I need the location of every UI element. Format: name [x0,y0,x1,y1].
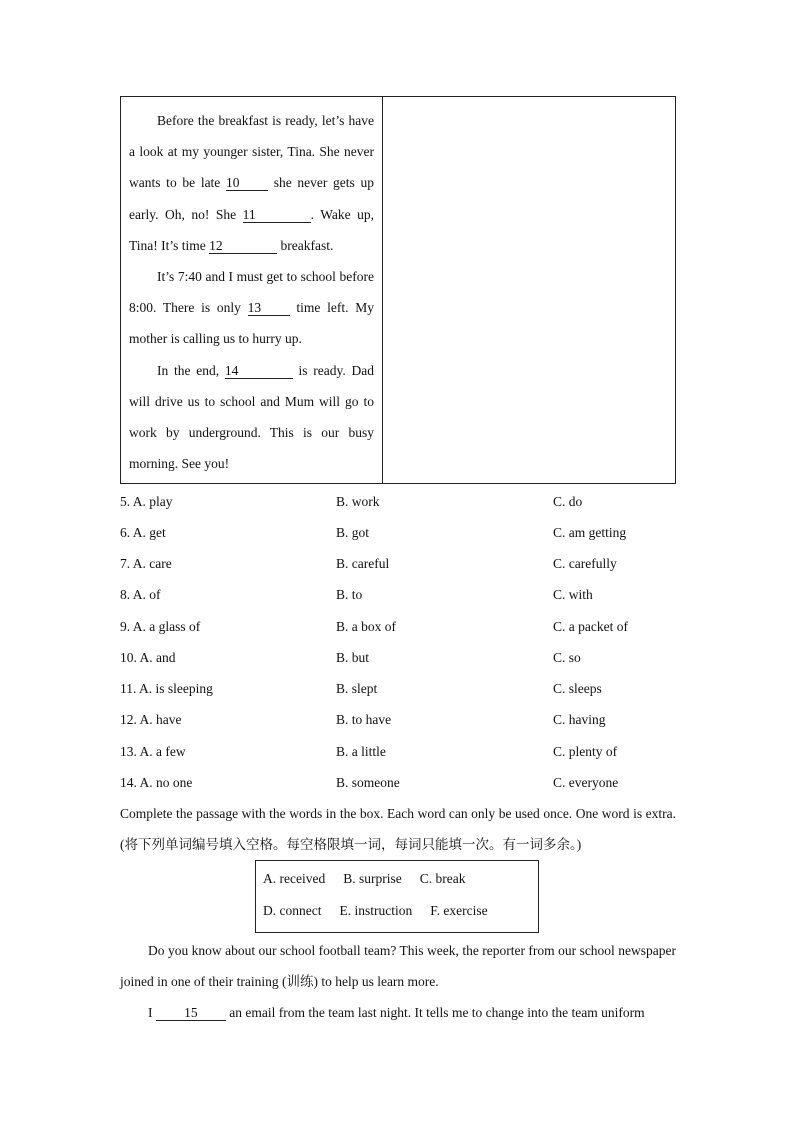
passage2-text: an email from the team last night. It tells me to change into the team uniform [225,1005,645,1020]
option-a[interactable]: 7. A. care [120,556,172,571]
passage2-paragraph-2 [120,997,676,1028]
option-b[interactable]: B. to have [336,712,392,727]
passage-paragraph-2 [129,261,374,355]
option-b[interactable]: B. a little [336,744,386,759]
word-box [255,860,539,933]
option-c[interactable]: C. a packet of [553,619,628,634]
option-b[interactable]: B. a box of [336,619,396,634]
option-row-9 [120,619,680,639]
option-a[interactable]: 6. A. get [120,525,166,540]
passage2-text: Do you know about our school football team? This week, the reporter from our school newspaper joined in one of their training (训练) to help us learn more. [120,943,676,989]
blank-11[interactable]: 11 [243,208,311,223]
option-row-14 [120,775,680,795]
word-option: D. connect [263,903,322,918]
passage-text: . Wake up, Tina! It’s time [129,206,374,253]
option-b[interactable]: B. careful [336,556,390,571]
option-b[interactable]: B. got [336,525,370,540]
word-option: B. surprise [343,871,402,886]
option-a[interactable]: 8. A. of [120,587,161,602]
option-a[interactable]: 10. A. and [120,650,176,665]
option-row-6 [120,525,680,545]
word-box-row [263,903,538,935]
option-c[interactable]: C. do [553,494,583,509]
option-a[interactable]: 12. A. have [120,712,182,727]
option-c[interactable]: C. everyone [553,775,619,790]
option-b[interactable]: B. to [336,587,363,602]
option-a[interactable]: 5. A. play [120,494,173,509]
blank-15[interactable]: 15 [156,1006,226,1021]
passage-table [120,96,676,484]
passage-text: is ready. Dad will drive us to school and Mum will go to work by underground. This is our busy morning. See you! [129,362,374,472]
option-row-8 [120,587,680,607]
passage2-paragraph-1 [120,935,676,997]
passage-text: In the end, [157,362,225,378]
passage-text: It’s 7:40 and I must get to school before 8:00. There is only [129,269,374,316]
option-b[interactable]: B. someone [336,775,400,790]
word-box-row [263,871,538,903]
option-row-11 [120,681,680,701]
word-option: F. exercise [430,903,488,918]
option-c[interactable]: C. having [553,712,606,727]
option-row-5 [120,494,680,514]
option-c[interactable]: C. am getting [553,525,627,540]
passage-text: she never gets up early. Oh, no! She [129,175,374,222]
option-c[interactable]: C. carefully [553,556,617,571]
option-row-10 [120,650,680,670]
passage-text: time left. My mother is calling us to hurry up. [129,300,374,347]
option-c[interactable]: C. sleeps [553,681,602,696]
empty-column [383,97,675,483]
instruction-text: Complete the passage with the words in the box. Each word can only be used once. One word is extra. (将下列单词编号填入空格。每空格限填一词，每词只能填一次。有一词多余。) [120,806,676,852]
passage-paragraph-1 [129,105,374,261]
option-a[interactable]: 9. A. a glass of [120,619,201,634]
passage-column [121,97,383,483]
option-row-12 [120,712,680,732]
blank-14[interactable]: 14 [225,364,293,379]
option-a[interactable]: 13. A. a few [120,744,186,759]
word-option: C. break [419,871,466,886]
passage-text: breakfast. [277,237,334,253]
blank-13[interactable]: 13 [248,301,290,316]
option-c[interactable]: C. with [553,587,593,602]
passage2-text: I [148,1005,156,1020]
word-option: A. received [263,871,326,886]
option-a[interactable]: 14. A. no one [120,775,193,790]
passage-paragraph-3 [129,355,374,480]
option-row-7 [120,556,680,576]
option-row-13 [120,744,680,764]
option-a[interactable]: 11. A. is sleeping [120,681,213,696]
blank-10[interactable]: 10 [226,176,268,191]
word-option: E. instruction [339,903,413,918]
option-b[interactable]: B. slept [336,681,378,696]
option-c[interactable]: C. plenty of [553,744,618,759]
option-b[interactable]: B. but [336,650,370,665]
blank-12[interactable]: 12 [209,239,277,254]
option-c[interactable]: C. so [553,650,581,665]
passage-text: Before the breakfast is ready, let’s have a look at my younger sister, Tina. She never wants to be late [129,113,374,191]
option-b[interactable]: B. work [336,494,380,509]
